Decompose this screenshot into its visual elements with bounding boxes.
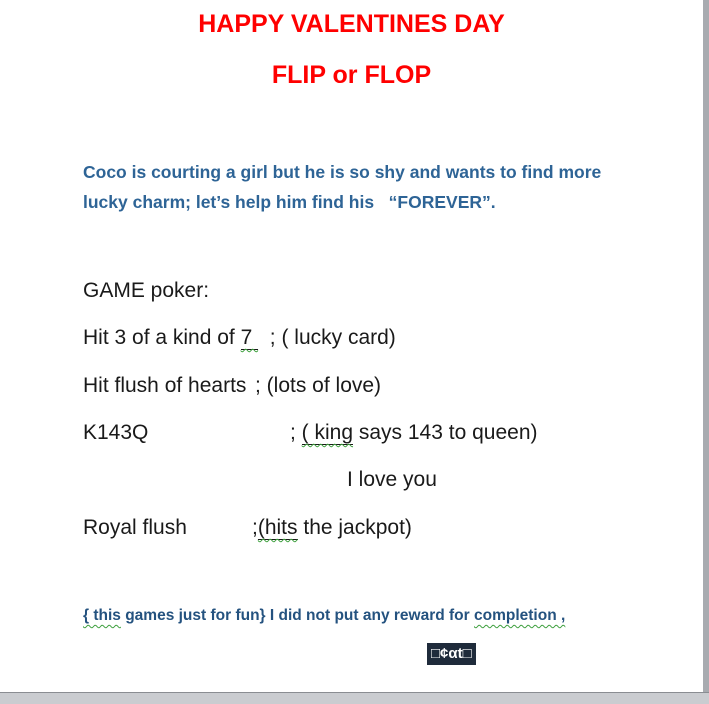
row2-left-text: Hit flush of hearts: [83, 374, 247, 397]
row1-post-text: ; ( lucky card): [258, 326, 396, 349]
title-line-2-text: FLIP or FLOP: [271, 61, 432, 89]
page-bottom-edge: [0, 692, 709, 704]
intro-line-2: [83, 187, 643, 217]
game-row-4: [347, 467, 709, 493]
row3-right: [290, 420, 538, 446]
intro-paragraph: [83, 157, 643, 217]
row2-right-text: ; (lots of love): [255, 374, 382, 397]
row1-marked-text: 7: [240, 326, 259, 349]
footer-seg2-text: games just for fun} I did not put any reward for: [120, 607, 474, 624]
unrendered-glyph-box: [427, 643, 476, 665]
row3-marked-text: ( king: [301, 421, 354, 444]
row5-right: [252, 515, 412, 541]
row3-post-text: says 143 to queen): [353, 421, 538, 444]
glyph-box-text: □¢αt□: [431, 645, 472, 662]
page-right-edge: [703, 0, 709, 692]
row3-left-text: K143Q: [83, 421, 149, 444]
row3-pre-text: ;: [290, 421, 302, 444]
intro-line-1: [83, 157, 643, 187]
footer-note: [83, 604, 683, 627]
title-line-1-text: HAPPY VALENTINES DAY: [198, 10, 505, 38]
row5-post-text: the jackpot): [297, 516, 412, 539]
row5-left-text: Royal flush: [83, 516, 187, 539]
title-line-1: [0, 8, 703, 40]
row5-marked-text: (hits: [257, 516, 298, 539]
footer-seg3-text: completion ,: [474, 607, 566, 624]
game-heading: [83, 278, 683, 304]
title-line-2: [0, 59, 703, 91]
game-heading-text: GAME poker:: [83, 279, 210, 302]
game-row-5: [83, 515, 683, 541]
intro-line-1-text: Coco is courting a girl but he is so shy and wants to find more: [83, 162, 602, 182]
game-row-2: [83, 373, 683, 399]
intro-line-2-text: lucky charm; let’s help him find his “FOREVER”.: [83, 192, 496, 212]
row1-pre-text: Hit 3 of a kind of: [83, 326, 241, 349]
footer-seg1-text: { this: [83, 607, 121, 624]
row4-text: I love you: [347, 468, 437, 491]
game-row-1: [83, 325, 683, 351]
game-row-3: [83, 420, 683, 446]
row5-pre-text: ;: [252, 516, 258, 539]
